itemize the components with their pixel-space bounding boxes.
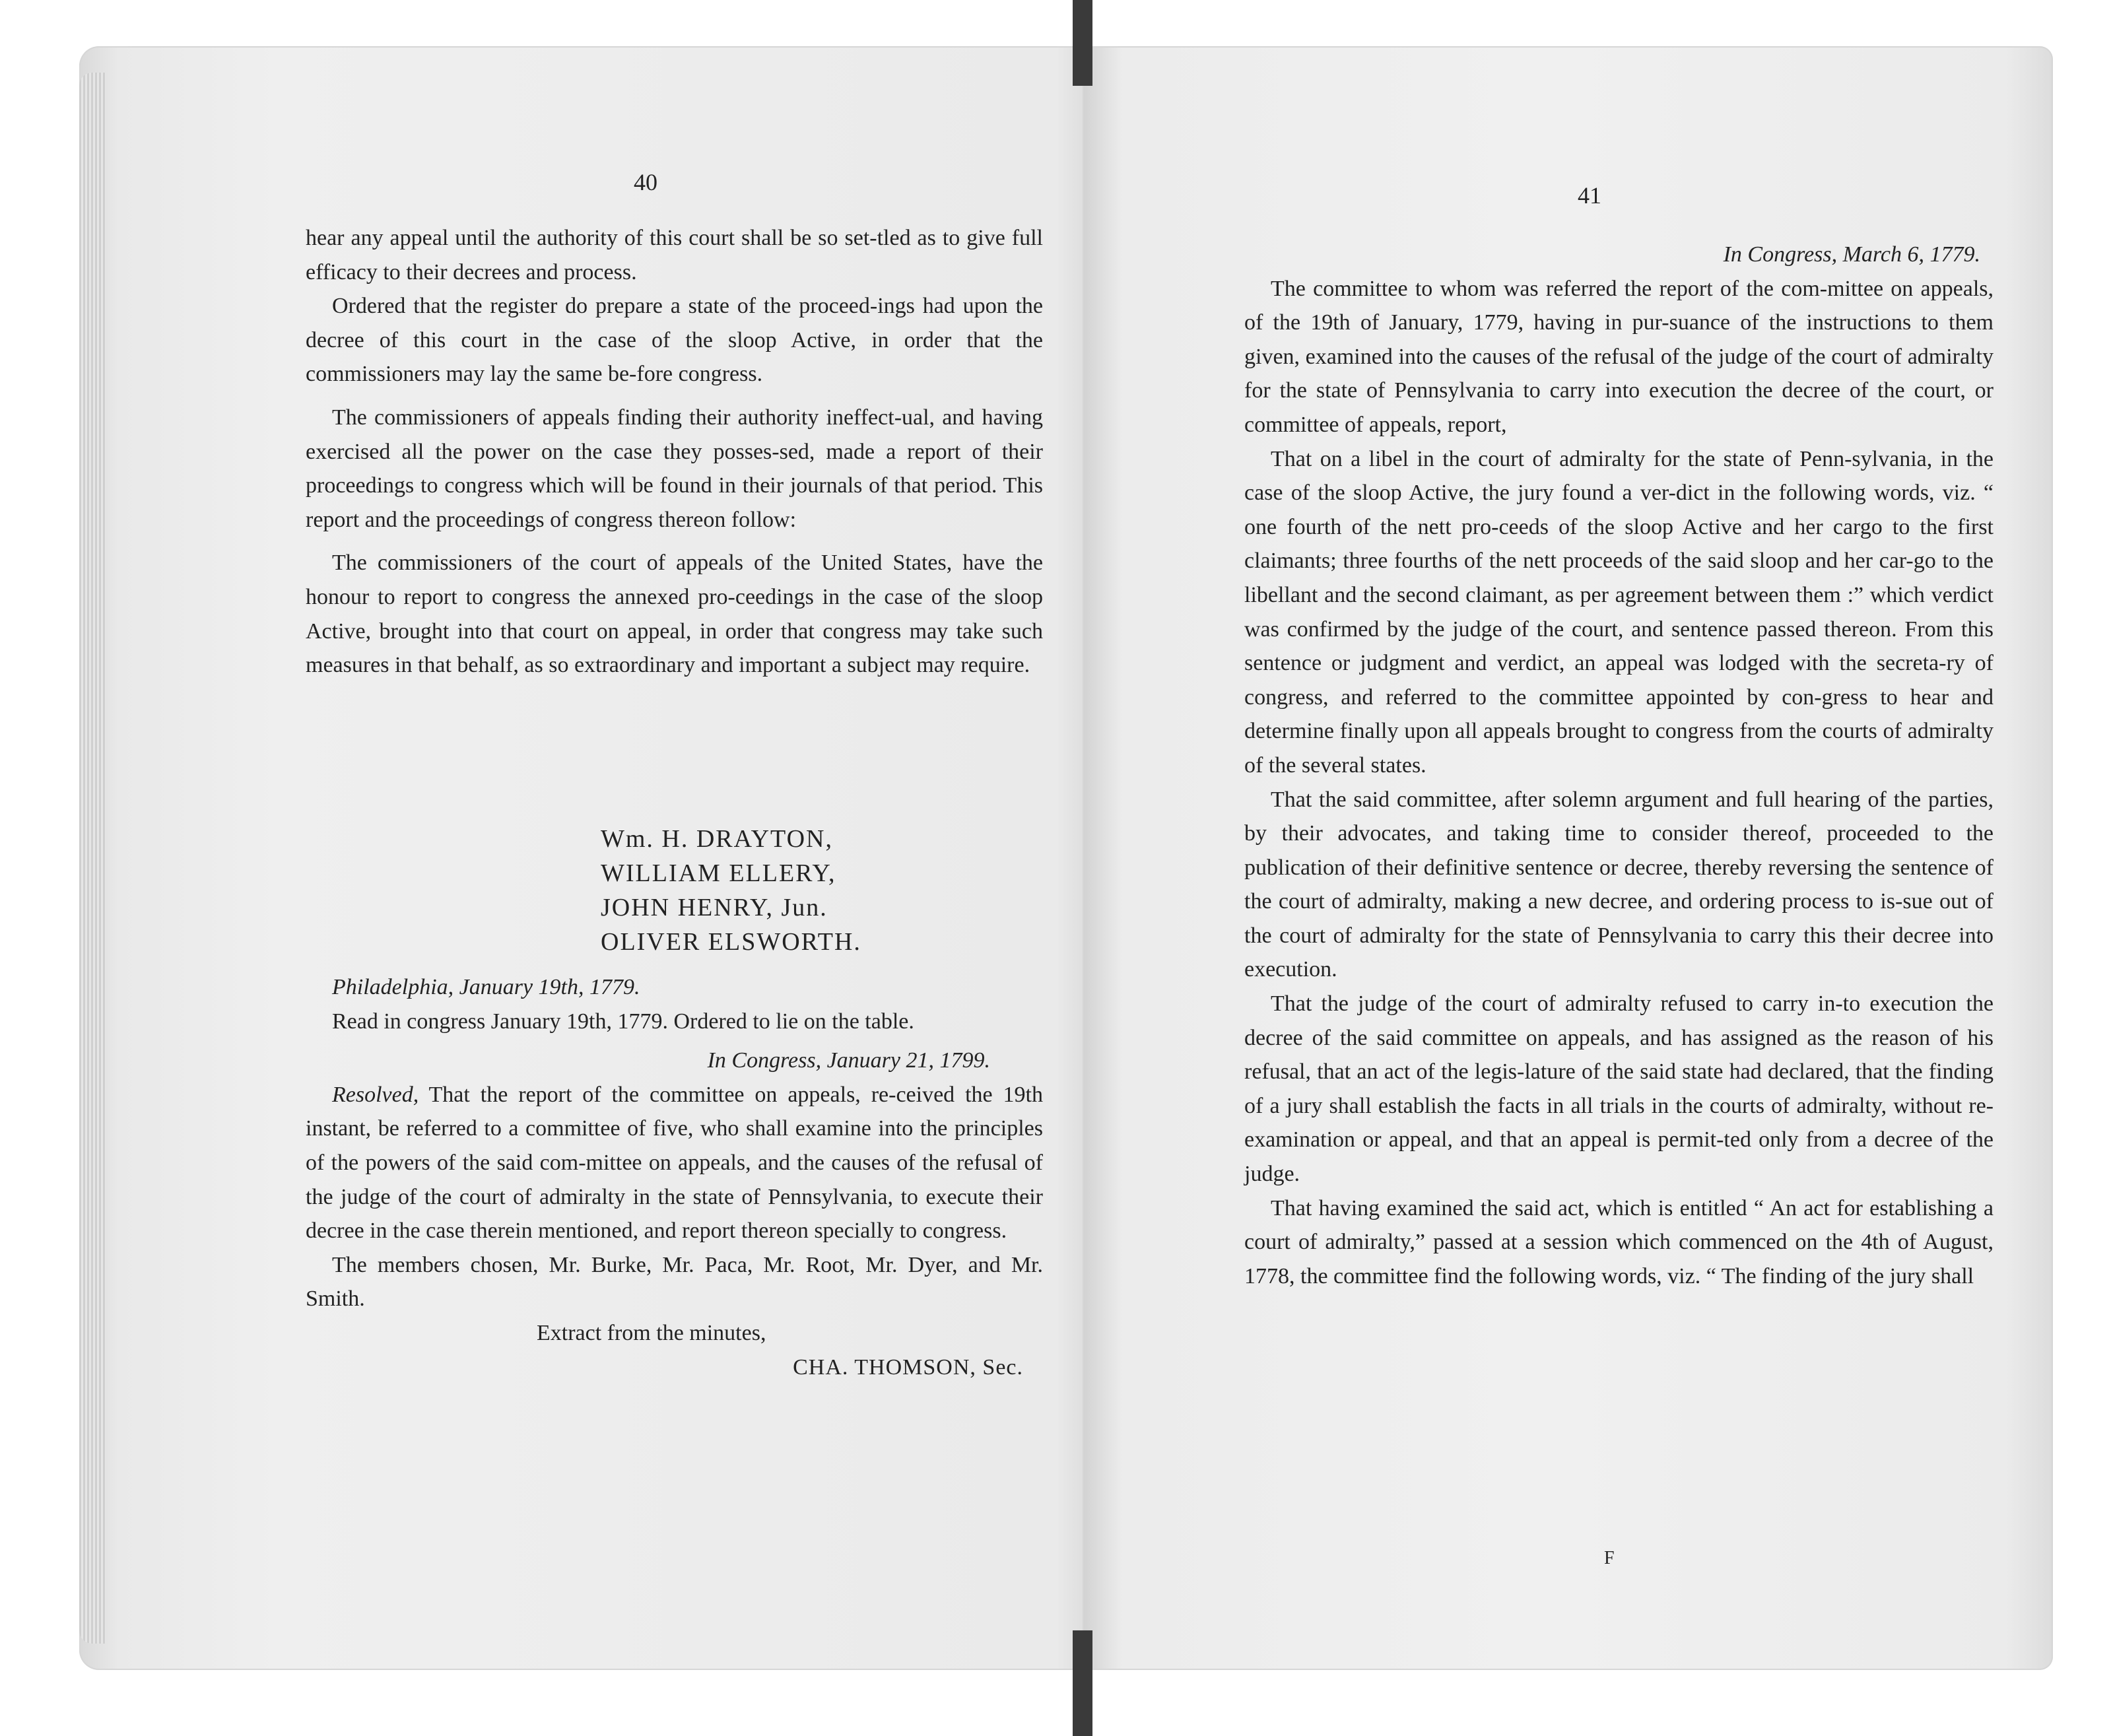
resolution-text: That the report of the committee on appeals, re-ceived the 19th instant, be referred to a committee of five, who shall examine into the principles of the powers of the said com-mittee on appeals, and the causes of the refusal of the judge of the court of admiralty in the state of Pennsylvania, to execute their decree in the case therein mentioned, and report thereon specially to congress. — [306, 1082, 1043, 1244]
signatory: WILLIAM ELLERY, — [601, 859, 836, 887]
signature-mark: F — [1604, 1548, 1615, 1568]
paragraph: That having examined the said act, which is entitled “ An act for establishing a court of admiralty,” passed at a session which commenced on the 4th of August, 1778, the committee find the following words, viz. “ The finding of the jury shall — [1244, 1195, 1994, 1288]
page-number: 40 — [634, 169, 657, 195]
page-edges — [79, 73, 106, 1644]
paragraph: That the said committee, after solemn argument and full hearing of the parties, by their advocates, and taking time to consider thereof, proceeded to the publication of their definitive sentence or decree, thereby reversing the sentence of the court of admiralty, making a new decree, and ordering process to is-sue out of the court of admiralty for the state of Pennsylvania to carry this their decree into execution. — [1244, 787, 1994, 982]
right-page — [1083, 46, 2053, 1670]
paragraph: Ordered that the register do prepare a state of the proceed-ings had upon the decree of this court in the case of the sloop Active, in order that the commissioners may lay the same be-fore congress. — [306, 294, 1043, 387]
paragraph: The committee to whom was referred the report of the com-mittee on appeals, of the 19th of January, 1779, having in pur-suance of the instructions to them given, examined into the causes of the refusal of the judge of the court of admiralty for the state of Pennsylvania to carry into execution the decree of the court, or committee of appeals, report, — [1244, 276, 1994, 437]
open-book — [53, 46, 2060, 1670]
signatory: OLIVER ELSWORTH. — [601, 928, 861, 956]
left-page-lower — [306, 970, 1043, 1384]
paragraph: hear any appeal until the authority of this court shall be so set-tled as to give full efficacy to their decrees and process. — [306, 226, 1043, 284]
signatory-list — [601, 822, 861, 959]
paragraph: The commissioners of appeals finding their authority ineffect-ual, and having exercised all the power on the case they posses-sed, made a report of their proceedings to congress which will be found in their journals of that period. This report and the proceedings of congress thereon follow: — [306, 405, 1043, 532]
read-note: Read in congress January 19th, 1779. Ordered to lie on the table. — [332, 1009, 914, 1034]
left-page — [79, 46, 1109, 1670]
resolved-word: Resolved, — [332, 1082, 419, 1107]
binding-spine-bottom — [1073, 1630, 1092, 1736]
page-number: 41 — [1578, 182, 1601, 209]
paragraph: That on a libel in the court of admiralty for the state of Penn-sylvania, in the case of the sloop Active, the jury found a ver-dict in the following words, viz. “ one fourth of the nett pro-ceeds of the sloop Active and her cargo to the first claimants; three fourths of the nett proceeds of the said sloop and her car-go to the libellant and the second claimant, as per agreement between them :” which verdict was confirmed by the judge of the court, and sentence passed thereon. From this sentence or judgment and verdict, an appeal was lodged with the secreta-ry of congress, and referred to the committee appointed by con-gress to hear and determine finally upon all appeals brought to congress from the courts of admiralty of the several states. — [1244, 446, 1994, 778]
congress-date: In Congress, January 21, 1799. — [707, 1048, 990, 1073]
right-page-body — [1244, 238, 1994, 1293]
left-page-body — [306, 221, 1043, 683]
place-date: Philadelphia, January 19th, 1779. — [332, 975, 640, 999]
paragraph: The commissioners of the court of appeals of the United States, have the honour to report to congress the annexed pro-ceedings in the case of the sloop Active, brought into that court on appeal, in order that congress may take such measures in that behalf, as so extraordinary and important a subject may require. — [306, 551, 1043, 678]
members-chosen: The members chosen, Mr. Burke, Mr. Paca, Mr. Root, Mr. Dyer, and Mr. Smith. — [306, 1252, 1043, 1312]
signatory: Wm. H. DRAYTON, — [601, 825, 833, 853]
binding-spine-top — [1073, 0, 1092, 86]
congress-date: In Congress, March 6, 1779. — [1723, 242, 1980, 267]
resolution — [306, 1078, 1043, 1248]
secretary-signature: CHA. THOMSON, Sec. — [793, 1354, 1023, 1380]
extract-note: Extract from the minutes, — [537, 1320, 766, 1345]
paragraph: That the judge of the court of admiralty refused to carry in-to execution the decree of the said committee on appeals, and has assigned as the reason of his refusal, that an act of the legis-lature of the said state had declared, that the finding of a jury shall establish the facts in all trials in the courts of admiralty, without re-examination or appeal, and that an appeal is permit-ted only from a decree of the judge. — [1244, 991, 1994, 1187]
signatory: JOHN HENRY, Jun. — [601, 894, 828, 921]
